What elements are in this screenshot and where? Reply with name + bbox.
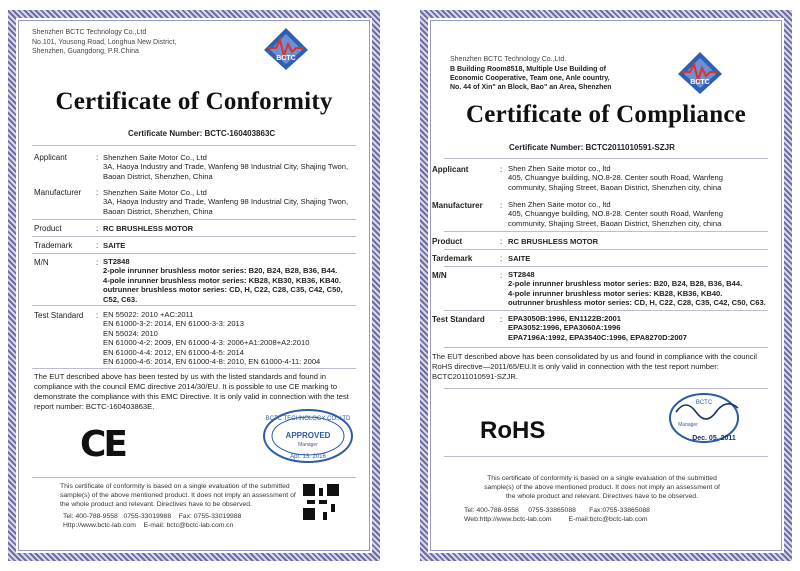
contact-tel2: 0755-33865088 bbox=[528, 507, 576, 514]
test-standard-label: Test Standard bbox=[432, 315, 485, 324]
product-value: RC BRUSHLESS MOTOR bbox=[103, 224, 194, 233]
lab-name: Shenzhen BCTC Technology Co.,Ltd bbox=[32, 29, 147, 36]
applicant-value: Shenzhen Saite Motor Co., Ltd 3A, Haoya Industry and Trade, Wanfeng 98 Industrial City, Shajing Twon, Baoan District, Shenzhen, China bbox=[103, 153, 349, 181]
approval-stamp bbox=[262, 406, 354, 466]
divider bbox=[444, 266, 768, 267]
lab-address-line: Shenzhen, Guangdong, P.R.China bbox=[32, 48, 139, 55]
colon: : bbox=[96, 153, 99, 162]
certificate-number: Certificate Number: BCTC2011010591-SZJR bbox=[509, 143, 675, 152]
colon: : bbox=[500, 315, 503, 324]
colon: : bbox=[96, 241, 99, 250]
divider bbox=[32, 236, 356, 237]
divider bbox=[444, 347, 768, 348]
lab-address-line: No. 44 of Xin" an Block, Bao" an Area, Shenzhen bbox=[450, 84, 612, 91]
divider bbox=[444, 310, 768, 311]
ce-mark: CE bbox=[80, 424, 126, 465]
trademark-label: Tardemark bbox=[432, 254, 473, 263]
applicant-value: Shen Zhen Saite motor co., ltd 405, Chuangye building, NO.8-28. Center south Road, Wanfeng community, Shajing Street, Baoan District, Shenzhen city, china bbox=[508, 164, 724, 192]
product-label: Product bbox=[34, 224, 62, 233]
divider bbox=[444, 158, 768, 159]
manufacturer-label: Manufacturer bbox=[432, 201, 483, 210]
stamp-role: Manager bbox=[298, 442, 318, 448]
divider bbox=[32, 219, 356, 220]
bctc-logo bbox=[676, 50, 724, 96]
colon: : bbox=[500, 254, 503, 263]
colon: : bbox=[96, 224, 99, 233]
contact-info bbox=[464, 506, 764, 524]
footer-disclaimer bbox=[442, 474, 762, 501]
manufacturer-value: Shenzhen Saite Motor Co., Ltd 3A, Haoya Industry and Trade, Wanfeng 98 Industrial City, Shajing Twon, Baoan District, Shenzhen, China bbox=[103, 188, 349, 216]
divider bbox=[444, 231, 768, 232]
compliance-statement: The EUT described above has been tested by us with the listed standards and found in compliance with the council EMC directive 2014/30/EU. It is possible to use CE marking to demonstrate the compliance with this EMC Directive. It is only valid in connection with the test report number: BCTC-160403863E. bbox=[34, 372, 349, 411]
footer-line: sample(s) of the above mentioned product. It does not imply an assessment of bbox=[484, 484, 720, 491]
certificate-of-compliance bbox=[412, 0, 800, 571]
contact-tel: Tel: 400-788-9558 bbox=[464, 507, 519, 514]
test-standard-value: EN 55022: 2010 +AC:2011 EN 61000-3-2: 2014, EN 61000-3-3: 2013 EN 55024: 2010 EN 61000-4-2: 2009, EN 61000-4-3: 2006+A1:2008+A2:2010 EN 61000-4-4: 2012, EN 61000-4-5: 2014 EN 61000-4-6: 2014, EN 61000-4-8: 2010, EN 61000-4-11: 2004 bbox=[103, 310, 321, 367]
applicant-label: Applicant bbox=[432, 165, 469, 174]
colon: : bbox=[96, 188, 99, 197]
certificate-title: Certificate of Conformity bbox=[55, 88, 333, 115]
test-standard-label: Test Standard bbox=[34, 311, 84, 320]
logo-text: BCTC bbox=[276, 55, 296, 62]
contact-web: Http://www.bctc-lab.com bbox=[63, 522, 136, 529]
divider bbox=[32, 145, 356, 146]
certificate-of-conformity bbox=[0, 0, 388, 571]
test-standard-value: EPA3050B:1996, EN1122B:2001 EPA3052:1996, EPA3060A:1996 EPA7196A:1992, EPA3540C:1996, EPA8270D:2007 bbox=[508, 314, 687, 342]
trademark-value: SAITE bbox=[508, 254, 531, 263]
contact-web: Web:http://www.bctc-lab.com bbox=[464, 516, 552, 523]
footer-disclaimer bbox=[60, 482, 300, 509]
trademark-value: SAITE bbox=[103, 241, 126, 250]
footer-line: sample(s) of the above mentioned product. It does not imply an assessment of bbox=[60, 492, 296, 499]
contact-tel2: 0755-33019988 bbox=[123, 513, 172, 520]
logo-text: BCTC bbox=[690, 79, 710, 86]
colon: : bbox=[96, 258, 99, 267]
model-label: M/N bbox=[432, 271, 447, 280]
applicant-label: Applicant bbox=[34, 153, 67, 162]
certificate-title: Certificate of Compliance bbox=[466, 101, 746, 128]
compliance-statement: The EUT described above has been consolidated by us and found in compliance with the council RoHS directive—2011/65/EU.It is only valid in connection with the test report number: BCTC2011010591-SZJR. bbox=[432, 352, 757, 381]
lab-name: Shenzhen BCTC Technology Co.,Ltd. bbox=[450, 56, 567, 63]
rohs-mark: RoHS bbox=[480, 417, 546, 444]
stamp-role: Manager bbox=[678, 422, 698, 428]
footer-line: the whole product and relevant. Directives have to be observed. bbox=[60, 501, 252, 508]
stamp-date: Apr. 13, 2016 bbox=[290, 454, 326, 460]
contact-info bbox=[63, 512, 303, 530]
product-label: Product bbox=[432, 237, 463, 246]
trademark-label: Trademark bbox=[34, 241, 73, 250]
model-value: ST2848 2-pole inrunner brushless motor series: B20, B24, B28, B36, B44. 4-pole inrunner brushless motor series: KB28, KB36, KB40. outrunner brushless motor series: CD, H, C22, C28, C35, C42, C50, C63. bbox=[508, 270, 766, 308]
contact-email: E-mail: bctc@bctc-lab.com.cn bbox=[143, 522, 234, 529]
contact-fax: Fax: 0755-33019988 bbox=[178, 513, 242, 520]
certificate-number: Certificate Number: BCTC-160403863C bbox=[128, 129, 276, 138]
lab-address-line: B Building Room8518, Multiple Use Building of bbox=[450, 66, 606, 73]
divider bbox=[32, 253, 356, 254]
stamp-date: Dec. 05, 2011 bbox=[692, 435, 736, 442]
contact-email: E-mail:bctc@bctc-lab.com bbox=[568, 516, 648, 523]
footer-line: the whole product and relevant. Directives have to be observed. bbox=[506, 493, 698, 500]
model-label: M/N bbox=[34, 258, 49, 267]
colon: : bbox=[500, 237, 503, 246]
colon: : bbox=[500, 201, 503, 210]
stamp-company: BCTC TECHNOLOGY CO.,LTD bbox=[265, 416, 351, 422]
contact-fax: Fax:0755-33865088 bbox=[589, 507, 650, 514]
model-value: ST2848 2-pole inrunner brushless motor series: B20, B24, B28, B36, B44. 4-pole inrunner brushless motor series: KB28, KB30, KB36, KB40. outrunner brushless motor series: CD, H, C22, C28, C35, C42, C50, C52, C63. bbox=[103, 257, 343, 304]
bctc-logo bbox=[262, 26, 310, 72]
divider bbox=[32, 368, 356, 369]
footer-line: This certificate of conformity is based on a single evaluation of the submitted bbox=[60, 483, 290, 490]
colon: : bbox=[500, 165, 503, 174]
divider bbox=[32, 477, 356, 478]
lab-address-line: No.101, Yousong Road, Longhua New District, bbox=[32, 39, 177, 46]
contact-tel: Tel: 400-788-9558 bbox=[63, 513, 118, 520]
stamp-approved: APPROVED bbox=[285, 431, 331, 440]
qr-code-icon bbox=[303, 484, 339, 520]
lab-address-line: Economic Cooperative, Team one, Anle country, bbox=[450, 75, 610, 82]
colon: : bbox=[96, 311, 99, 320]
manufacturer-value: Shen Zhen Saite motor co., ltd 405, Chuangye building, NO.8-28. Center south Road, Wanfeng community, Shajing Street, Baoan District, Shenzhen city, china bbox=[508, 200, 724, 228]
footer-line: This certificate of conformity is based on a single evaluation of the submitted bbox=[487, 475, 717, 482]
stamp-company: BCTC bbox=[695, 400, 713, 406]
approval-stamp bbox=[658, 388, 758, 448]
divider bbox=[32, 305, 356, 306]
colon: : bbox=[500, 271, 503, 280]
manufacturer-label: Manufacturer bbox=[34, 188, 82, 197]
divider bbox=[444, 456, 768, 457]
product-value: RC BRUSHLESS MOTOR bbox=[508, 237, 599, 246]
divider bbox=[444, 249, 768, 250]
